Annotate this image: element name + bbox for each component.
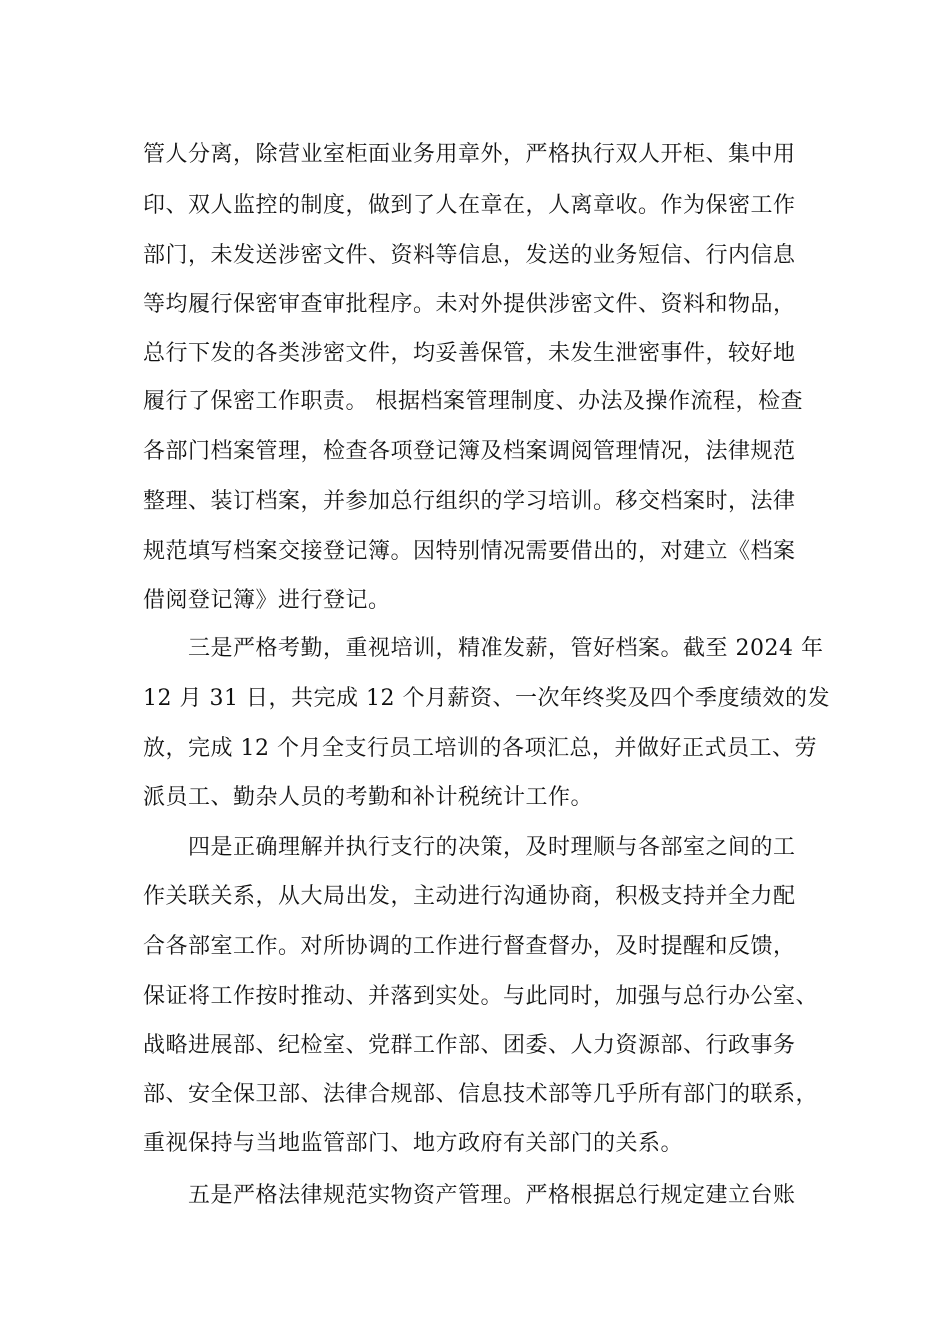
paragraph-4-first-line: 四是正确理解并执行支行的决策，及时理顺与各部室之间的工 bbox=[188, 835, 796, 860]
text-line: 部、安全保卫部、法律合规部、信息技术部等几乎所有部门的联系， bbox=[143, 1082, 819, 1107]
text-line: 放，完成 12 个月全支行员工培训的各项汇总，并做好正式员工、劳 bbox=[143, 736, 817, 761]
text-line: 总行下发的各类涉密文件，均妥善保管，未发生泄密事件，较好地 bbox=[143, 341, 796, 366]
text-line: 12 月 31 日，共完成 12 个月薪资、一次年终奖及四个季度绩效的发 bbox=[143, 686, 830, 711]
text-line: 部门，未发送涉密文件、资料等信息，发送的业务短信、行内信息 bbox=[143, 243, 796, 268]
text-line: 整理、装订档案，并参加总行组织的学习培训。移交档案时，法律 bbox=[143, 489, 796, 514]
text-line: 重视保持与当地监管部门、地方政府有关部门的关系。 bbox=[143, 1131, 684, 1156]
paragraph-3-first-line: 三是严格考勤，重视培训，精准发薪，管好档案。截至 2024 年 bbox=[188, 636, 824, 661]
text-line: 合各部室工作。对所协调的工作进行督查督办，及时提醒和反馈， bbox=[143, 934, 796, 959]
text-line: 规范填写档案交接登记簿。因特别情况需要借出的，对建立《档案 bbox=[143, 539, 796, 564]
text-line: 派员工、勤杂人员的考勤和补计税统计工作。 bbox=[143, 785, 594, 810]
text-line: 借阅登记簿》进行登记。 bbox=[143, 588, 391, 613]
text-line: 印、双人监控的制度，做到了人在章在，人离章收。作为保密工作 bbox=[143, 193, 796, 218]
text-line: 各部门档案管理，检查各项登记簿及档案调阅管理情况，法律规范 bbox=[143, 439, 796, 464]
text-line: 履行了保密工作职责。 根据档案管理制度、办法及操作流程，检查 bbox=[143, 389, 803, 414]
text-line: 作关联关系，从大局出发，主动进行沟通协商，积极支持并全力配 bbox=[143, 884, 796, 909]
text-line: 管人分离，除营业室柜面业务用章外，严格执行双人开柜、集中用 bbox=[143, 142, 796, 167]
text-line: 战略进展部、纪检室、党群工作部、团委、人力资源部、行政事务 bbox=[143, 1033, 796, 1058]
text-line: 保证将工作按时推动、并落到实处。与此同时，加强与总行办公室、 bbox=[143, 984, 819, 1009]
text-line: 等均履行保密审查审批程序。未对外提供涉密文件、资料和物品， bbox=[143, 292, 796, 317]
paragraph-5-first-line: 五是严格法律规范实物资产管理。严格根据总行规定建立台账 bbox=[188, 1183, 796, 1208]
